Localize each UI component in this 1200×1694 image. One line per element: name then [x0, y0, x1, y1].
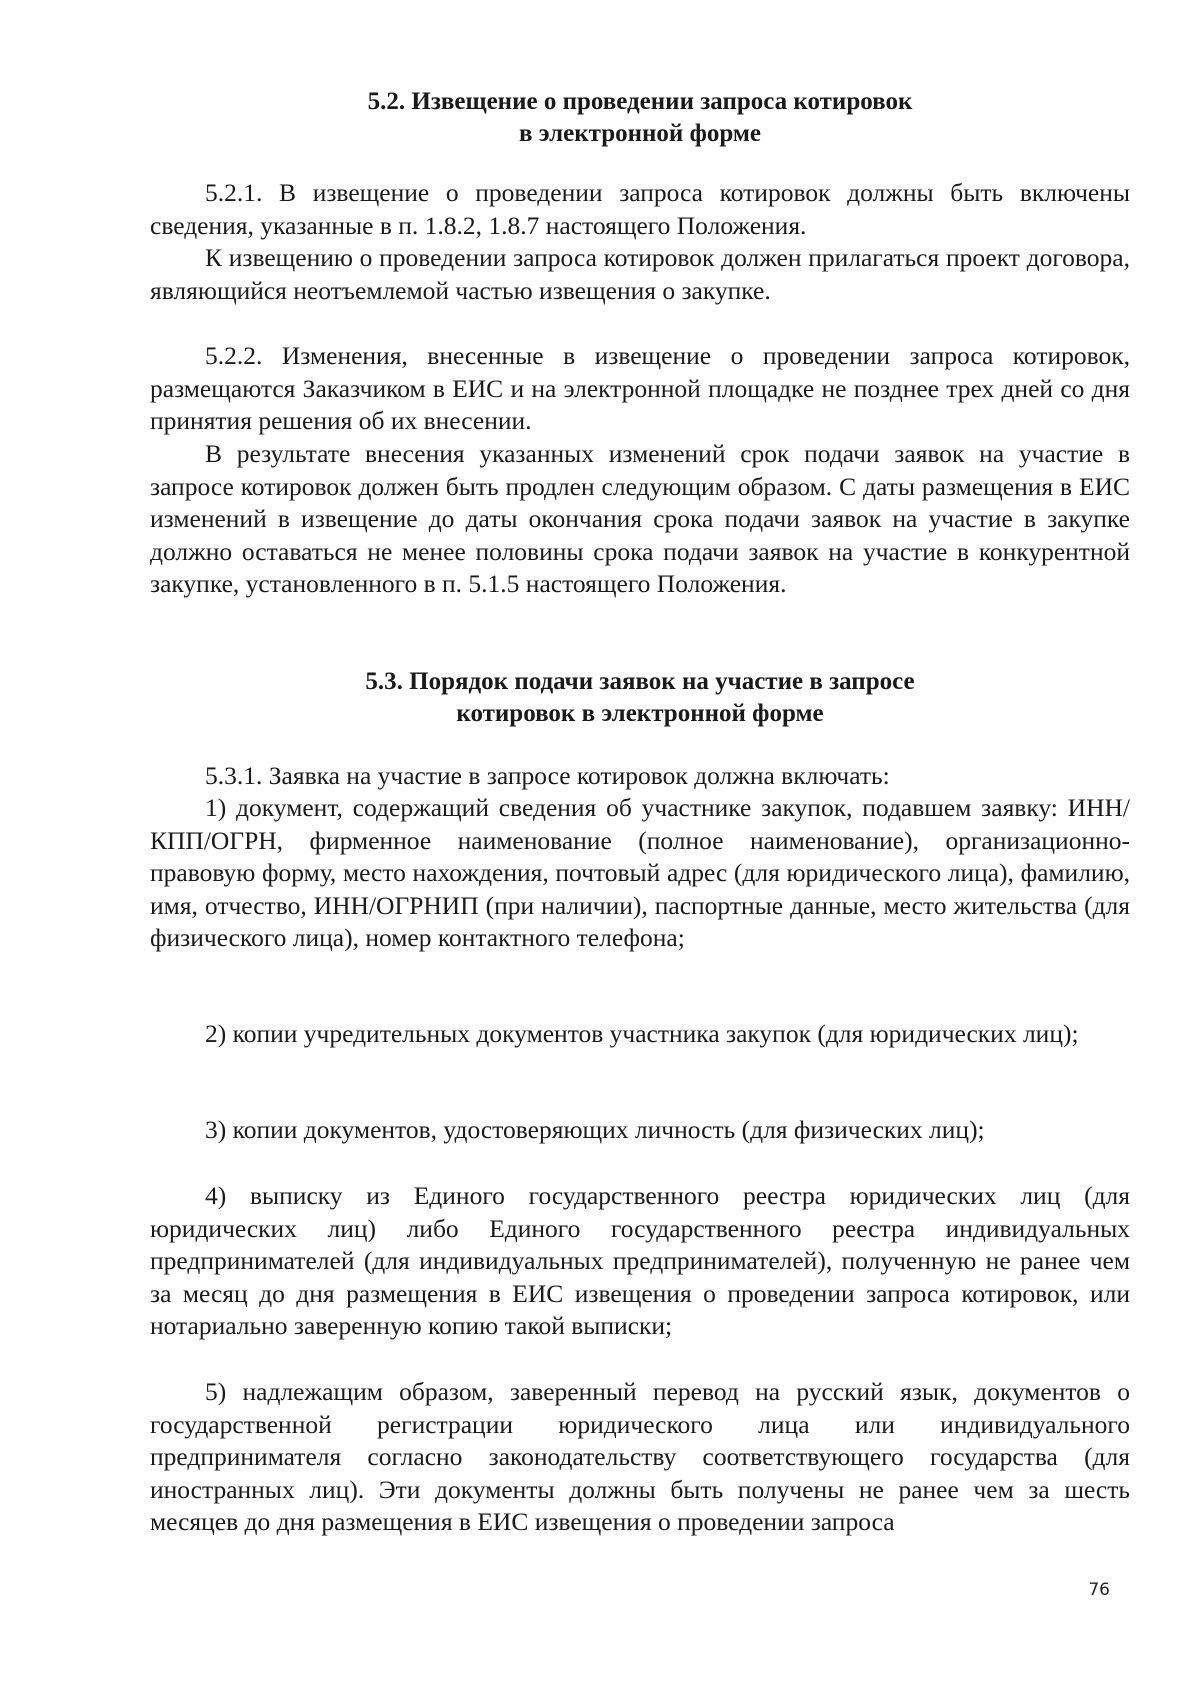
section-5-3-heading [150, 666, 1130, 730]
page-number: 76 [1088, 1580, 1110, 1600]
section-heading-line: 5.2. Извещение о проведении запроса котировок [367, 88, 913, 115]
section-heading-line: в электронной форме [518, 120, 762, 147]
list-item-5: 5) надлежащим образом, заверенный перевод на русский язык, документов о государственной регистрации юридического лица или индивидуального предпринимателя согласно законодательству соответствующего государства (для иностранных лиц). Эти документы должны быть получены не ранее чем за шесть месяцев до дня размещения в ЕИС извещения о проведении запроса [150, 1377, 1130, 1537]
section-heading-line: 5.3. Порядок подачи заявок на участие в запросе [365, 668, 915, 695]
paragraph-5-3-1: 5.3.1. Заявка на участие в запросе котировок должна включать: [205, 761, 890, 790]
paragraph-extension: В результате внесения указанных изменений срок подачи заявок на участие в запросе котировок должен быть продлен следующим образом. С даты размещения в ЕИС изменений в извещение до даты окончания срока подачи заявок на участие в закупке должно оставаться не менее половины срока подачи заявок на участие в конкурентной закупке, установленного в п. 5.1.5 настоящего Положения. [150, 439, 1130, 599]
list-item-4: 4) выписку из Единого государственного реестра юридических лиц (для юридических лиц) либо Единого государственного реестра индивидуальных предпринимателей (для индивидуальных предпринимателей), полученную не ранее чем за месяц до дня размещения в ЕИС извещения о проведении запроса котировок, или нотариально заверенную копию такой выписки; [150, 1181, 1130, 1341]
list-item-1: 1) документ, содержащий сведения об участнике закупок, подавшем заявку: ИНН/КПП/ОГРН, фирменное наименование (полное наименование), организационно-правовую форму, место нахождения, почтовый адрес (для юридического лица), фамилию, имя, отчество, ИНН/ОГРНИП (при наличии), паспортные данные, место жительства (для физического лица), номер контактного телефона; [150, 793, 1130, 953]
section-5-2-heading [150, 86, 1130, 150]
paragraph-5-2-1: 5.2.1. В извещение о проведении запроса котировок должны быть включены сведения, указанные в п. 1.8.2, 1.8.7 настоящего Положения. [150, 178, 1130, 240]
paragraph-5-2-2: 5.2.2. Изменения, внесенные в извещение о проведении запроса котировок, размещаются Заказчиком в ЕИС и на электронной площадке не позднее трех дней со дня принятия решения об их внесении. [150, 341, 1130, 436]
list-item-2: 2) копии учредительных документов участника закупок (для юридических лиц); [205, 1019, 1079, 1048]
paragraph-attachment: К извещению о проведении запроса котировок должен прилагаться проект договора, являющийся неотъемлемой частью извещения о закупке. [150, 243, 1130, 305]
list-item-3: 3) копии документов, удостоверяющих личность (для физических лиц); [205, 1115, 985, 1144]
section-heading-line: котировок в электронной форме [456, 700, 824, 727]
